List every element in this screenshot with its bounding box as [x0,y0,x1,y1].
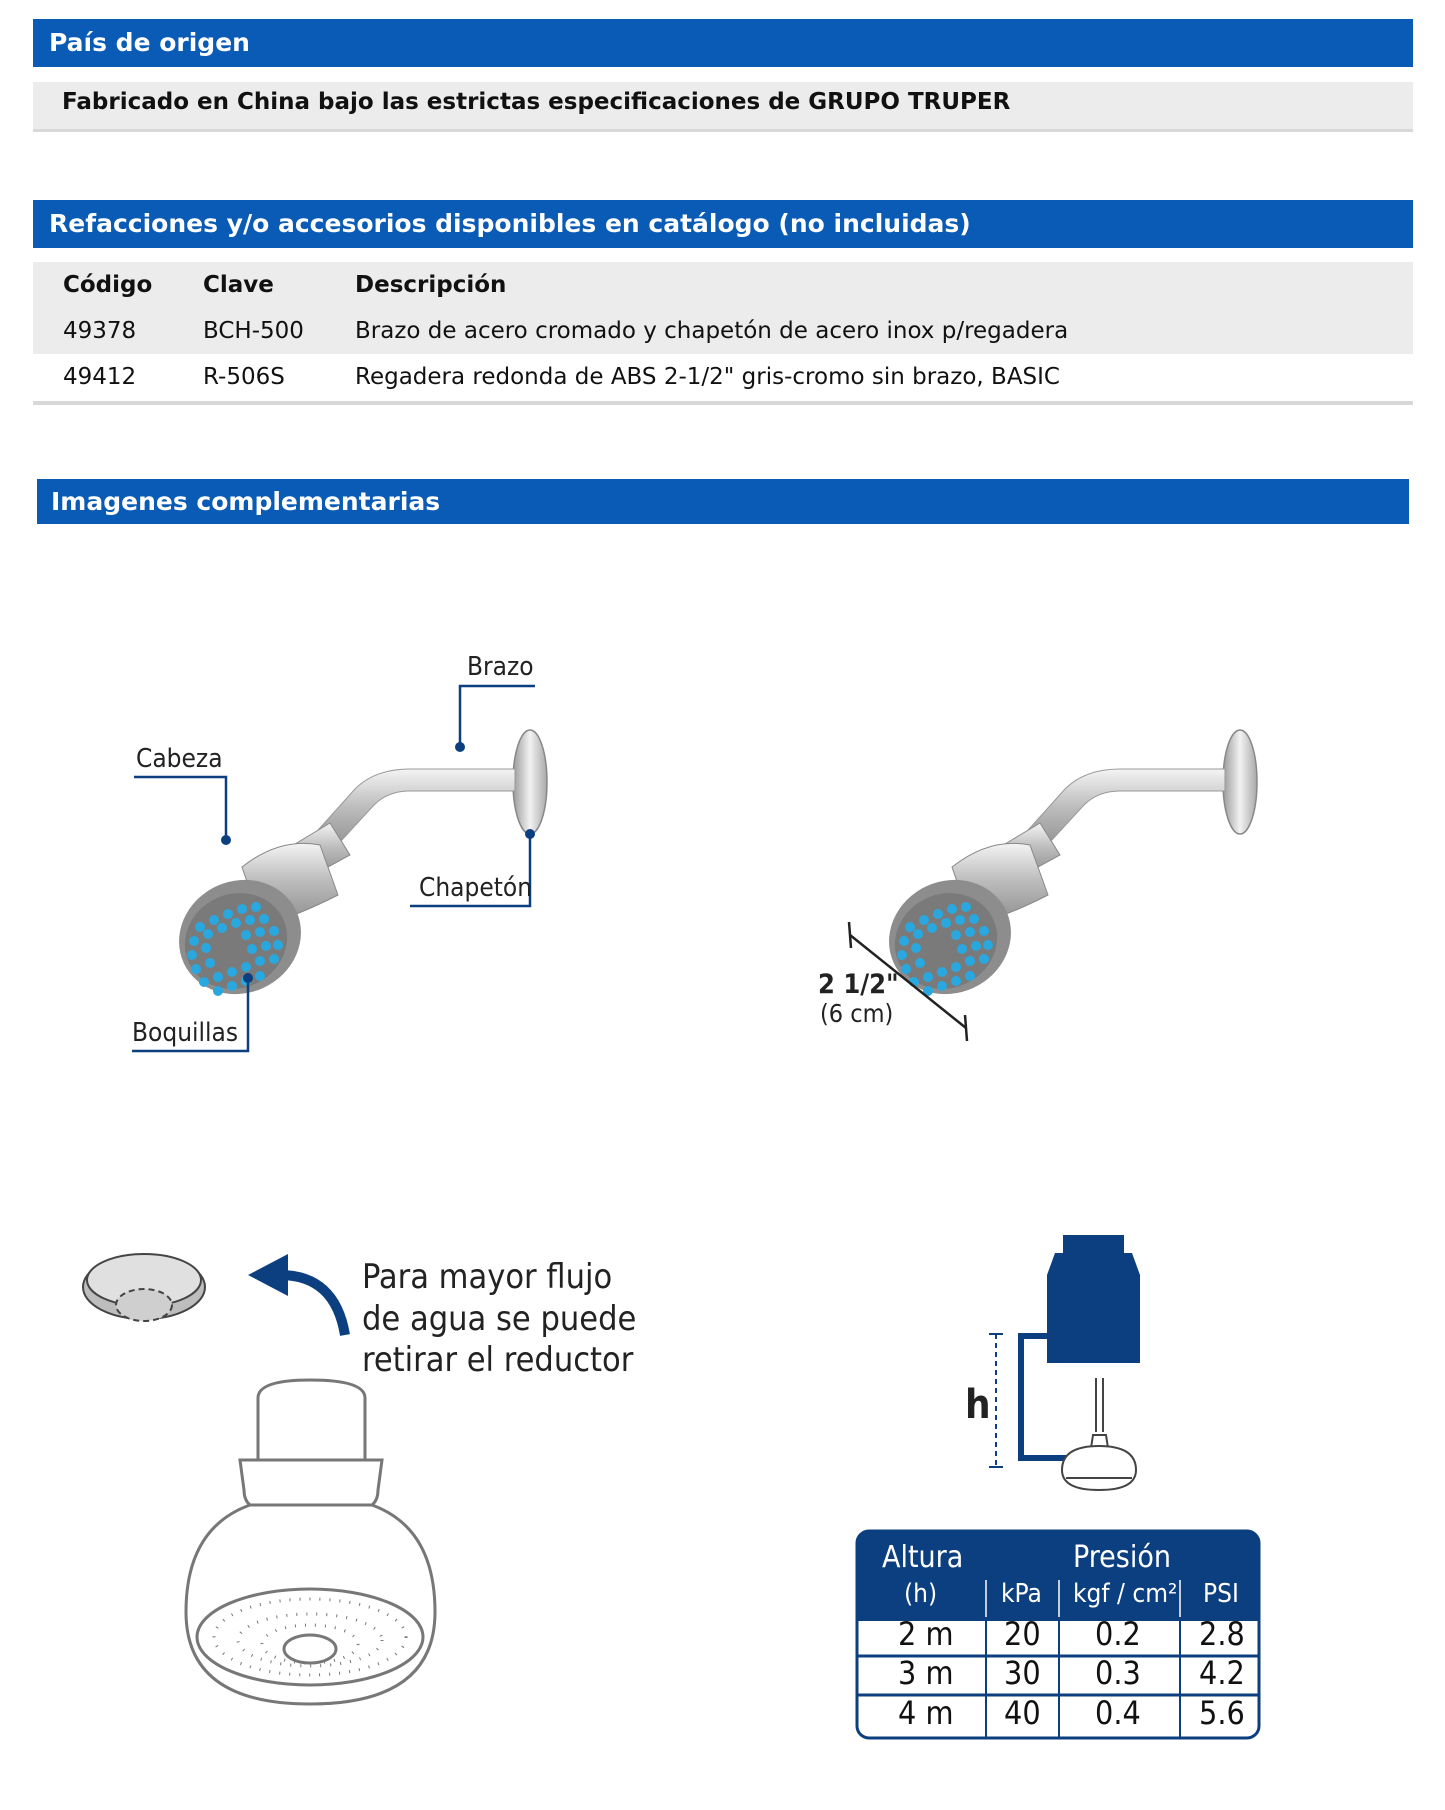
table-cell: 0.3 [1095,1654,1141,1692]
reducer-arrow [280,1275,345,1335]
dimension-metric: (6 cm) [820,999,894,1028]
label-boquillas: Boquillas [132,1018,239,1048]
outline-shower-head [186,1380,435,1704]
table-cell: 20 [1004,1615,1041,1653]
unit-kpa: kPa [1001,1579,1042,1609]
table-cell: 4.2 [1199,1654,1245,1692]
presion-title: Presión [1073,1540,1171,1575]
reducer-note-line1: Para mayor flujo [362,1257,613,1297]
pressure-table-body [898,1615,1245,1732]
cell-codigo: 49412 [63,364,137,390]
unit-kgf: kgf / cm² [1073,1579,1178,1609]
cell-descripcion: Brazo de acero cromado y chapetón de acero inox p/regadera [355,318,1069,344]
cell-clave: R-506S [203,364,285,390]
reducer-note-line3: retirar el reductor [362,1340,634,1380]
origin-text: Fabricado en China bajo las estrictas especificaciones de GRUPO TRUPER [62,89,1011,115]
section-header-origin: País de origen [33,19,1413,67]
table-cell: 5.6 [1199,1694,1245,1732]
label-cabeza: Cabeza [136,744,223,774]
col-altura-sub: (h) [904,1579,938,1609]
table-cell: 3 m [898,1654,954,1692]
height-label: h [965,1382,991,1428]
cell-clave: BCH-500 [203,318,304,344]
section-header-parts: Refacciones y/o accesorios disponibles en catálogo (no incluidas) [33,200,1413,248]
section-header-images: Imagenes complementarias [37,479,1409,524]
dimension-imperial: 2 1/2" [818,969,899,1000]
table-cell: 2 m [898,1615,954,1653]
label-chapeton: Chapetón [419,873,533,903]
label-brazo: Brazo [467,652,534,682]
arrow-head [248,1254,288,1296]
header-codigo: Código [63,272,153,298]
tank-diagram [989,1235,1140,1490]
callout-lines [132,686,535,1051]
header-clave: Clave [203,272,274,298]
shower-dimension-image [870,730,1257,1014]
col-altura-title: Altura [882,1540,964,1575]
table-cell: 40 [1004,1694,1041,1732]
reducer-image [83,1254,205,1321]
table-cell: 30 [1004,1654,1041,1692]
cell-codigo: 49378 [63,318,137,344]
table-cell: 0.2 [1095,1615,1141,1653]
table-cell: 2.8 [1199,1615,1245,1653]
table-cell: 0.4 [1095,1694,1141,1732]
reducer-note-line2: de agua se puede [362,1299,637,1339]
header-descripcion: Descripción [355,272,507,298]
table-cell: 4 m [898,1694,954,1732]
cell-descripcion: Regadera redonda de ABS 2-1/2" gris-cromo sin brazo, BASIC [355,364,1060,390]
unit-psi: PSI [1203,1579,1239,1609]
